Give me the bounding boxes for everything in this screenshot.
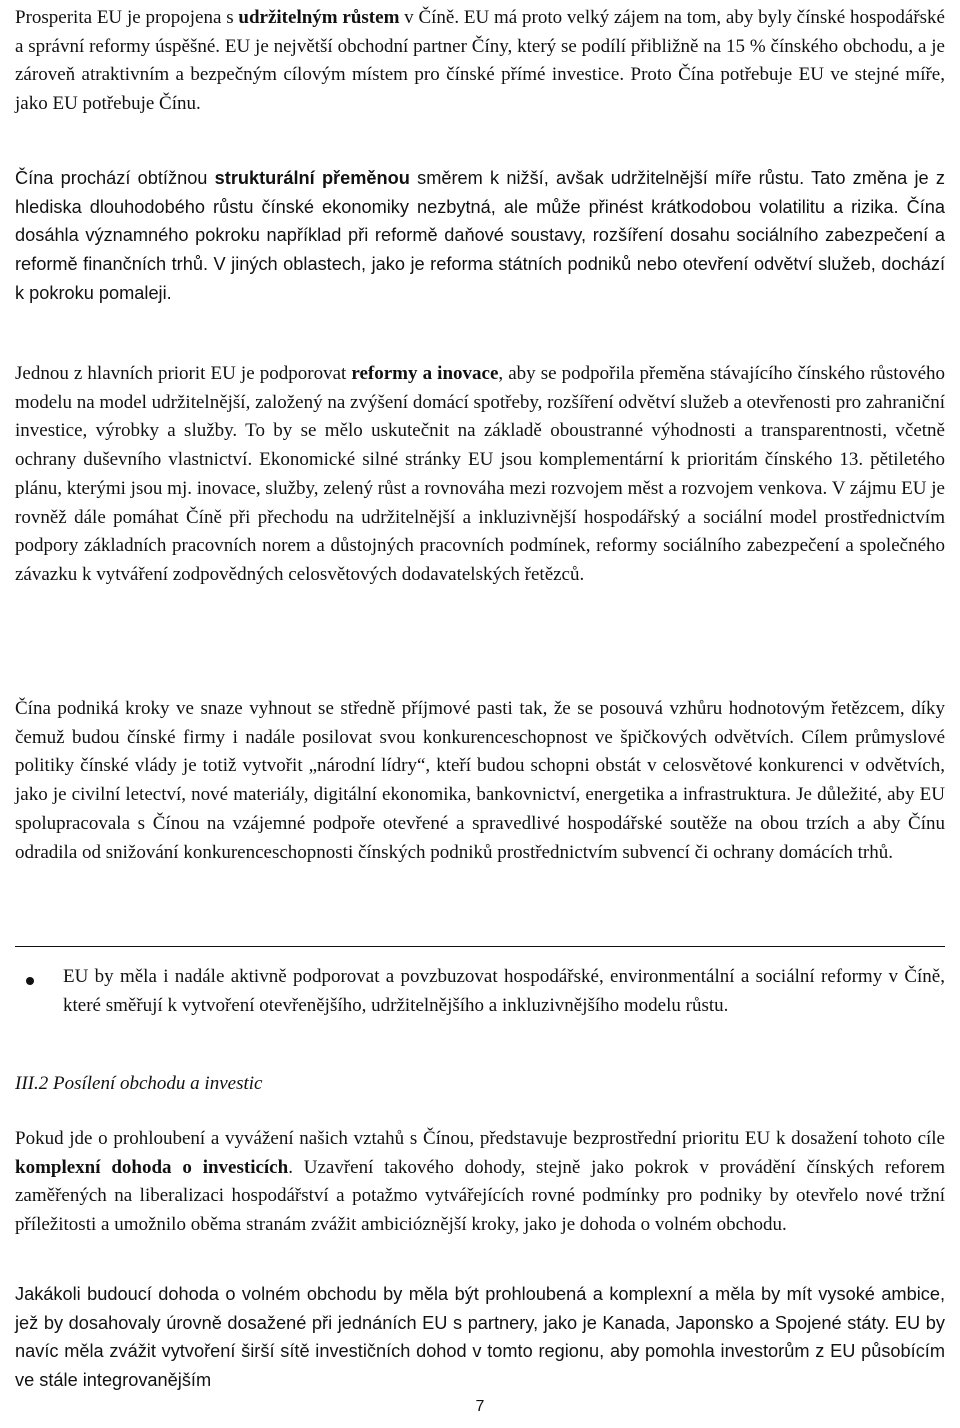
section-heading: III.2 Posílení obchodu a investic: [15, 1073, 263, 1094]
paragraph-3: [15, 360, 945, 590]
paragraph-1: [15, 4, 945, 119]
recommendation-text: EU by měla i nadále aktivně podporovat a povzbuzovat hospodářské, environmentální a sociální reformy v Číně, které směřují k vytvoření otevřenějšího, udržitelnějšího a inkluzivnějšího modelu růstu.: [63, 966, 945, 1016]
paragraph-5: [15, 1125, 945, 1240]
paragraph-5-text-a: Pokud jde o prohloubení a vyvážení našich vztahů s Čínou, představuje bezprostřední prioritu EU k dosažení tohoto cíle: [15, 1128, 945, 1149]
box-top-rule: [15, 946, 945, 947]
paragraph-6: Jakákoli budoucí dohoda o volném obchodu by měla být prohloubená a komplexní a měla by mít vysoké ambice, jež by dosahovaly úrovně dosažené při jednáních EU s partnery, jako je Kanada, Japonsko a Spojené státy. EU by navíc měla zvážit vytvoření širší sítě investičních dohod v tomto regionu, aby pomohla investorům z EU působícím ve stále integrovanějším: [15, 1284, 945, 1391]
paragraph-1-text-a: Prosperita EU je propojena s: [15, 7, 239, 28]
paragraph-1-bold: udržitelným růstem: [238, 7, 400, 28]
paragraph-3-text-a: Jednou z hlavních priorit EU je podporovat: [15, 363, 352, 384]
paragraph-2-text-c: směrem k nižší, avšak udržitelnější míře růstu. Tato změna je z hlediska dlouhodobého růstu čínské ekonomiky nezbytná, ale může přinést krátkodobou volatilitu a rizika. Čína dosáhla významného pokroku například při reformě daňové soustavy, rozšíření dosahu sociálního zabezpečení a reformě finančních trhů. V jiných oblastech, jako je reforma státních podniků nebo otevření odvětví služeb, dochází k pokroku pomaleji.: [15, 168, 945, 303]
recommendation-box: [15, 963, 945, 1053]
paragraph-3-bold: reformy a inovace: [351, 363, 499, 384]
bullet-dot-icon: [26, 977, 34, 985]
paragraph-5-bold: komplexní dohoda o investicích: [15, 1156, 289, 1178]
paragraph-3-text-c: , aby se podpořila přeměna stávajícího čínského růstového modelu na model udržitelnější, založený na zvýšení domácí spotřeby, rozšíření odvětví služeb a otevřenosti pro zahraniční investice, výrobky a služby. To by se mělo uskutečnit na základě oboustranné výhodnosti a transparentnosti, včetně ochrany duševního vlastnictví. Ekonomické silné stránky EU jsou komplementární k prioritám čínského 13. pětiletého plánu, kterými jsou mj. inovace, služby, zelený růst a rovnováha mezi rozvojem měst a rozvojem venkova. V zájmu EU je rovněž dále pomáhat Číně při přechodu na udržitelnější a inkluzivnější hospodářský a sociální model prostřednictvím podpory základních pracovních norem a důstojných pracovních podmínek, reformy sociálního zabezpečení a společného závazku k vytváření zodpovědných celosvětových dodavatelských řetězců.: [15, 363, 945, 585]
page-number: 7: [475, 1398, 485, 1415]
paragraph-2-text-a: Čína prochází obtížnou: [15, 168, 215, 188]
paragraph-1-text-c: v Číně. EU má proto velký zájem na tom, aby byly čínské hospodářské a správní reformy úspěšné. EU je největší obchodní partner Číny, který se podílí přibližně na 15 % čínského obchodu, a je zároveň atraktivním a bezpečným cílovým místem pro čínské přímé investice. Proto Čína potřebuje EU ve stejné míře, jako EU potřebuje Čínu.: [15, 7, 945, 115]
paragraph-5-text-c: . Uzavření takového dohody, stejně jako pokrok v provádění čínských reforem zaměřených na liberalizaci hospodářství a potažmo vytvářejících rovné podmínky pro podniky by otevřelo nové tržní příležitosti a umožnilo oběma stranám zvážit ambicióznější kroky, jako je dohoda o volném obchodu.: [15, 1156, 945, 1236]
paragraph-2-bold: strukturální přeměnou: [214, 168, 410, 188]
paragraph-2: [15, 164, 945, 308]
paragraph-4: Čína podniká kroky ve snaze vyhnout se středně příjmové pasti tak, že se posouvá vzhůru hodnotovým řetězcem, díky čemuž budou čínské firmy i nadále posilovat svou konkurenceschopnost ve špičkových odvětvích. Cílem průmyslové politiky čínské vlády je totiž vytvořit „národní lídry“, kteří budou schopni obstát v celosvětové konkurenci v odvětvích, jako je civilní letectví, nové materiály, digitální ekonomika, bankovnictví, energetika a infrastruktura. Je důležité, aby EU spolupracovala s Čínou na vzájemné podpoře otevřené a spravedlivé hospodářské soutěže na obou trzích a aby Čínu odradila od snižování konkurenceschopnosti čínských podniků prostřednictvím subvencí či ochrany domácích trhů.: [15, 698, 945, 863]
